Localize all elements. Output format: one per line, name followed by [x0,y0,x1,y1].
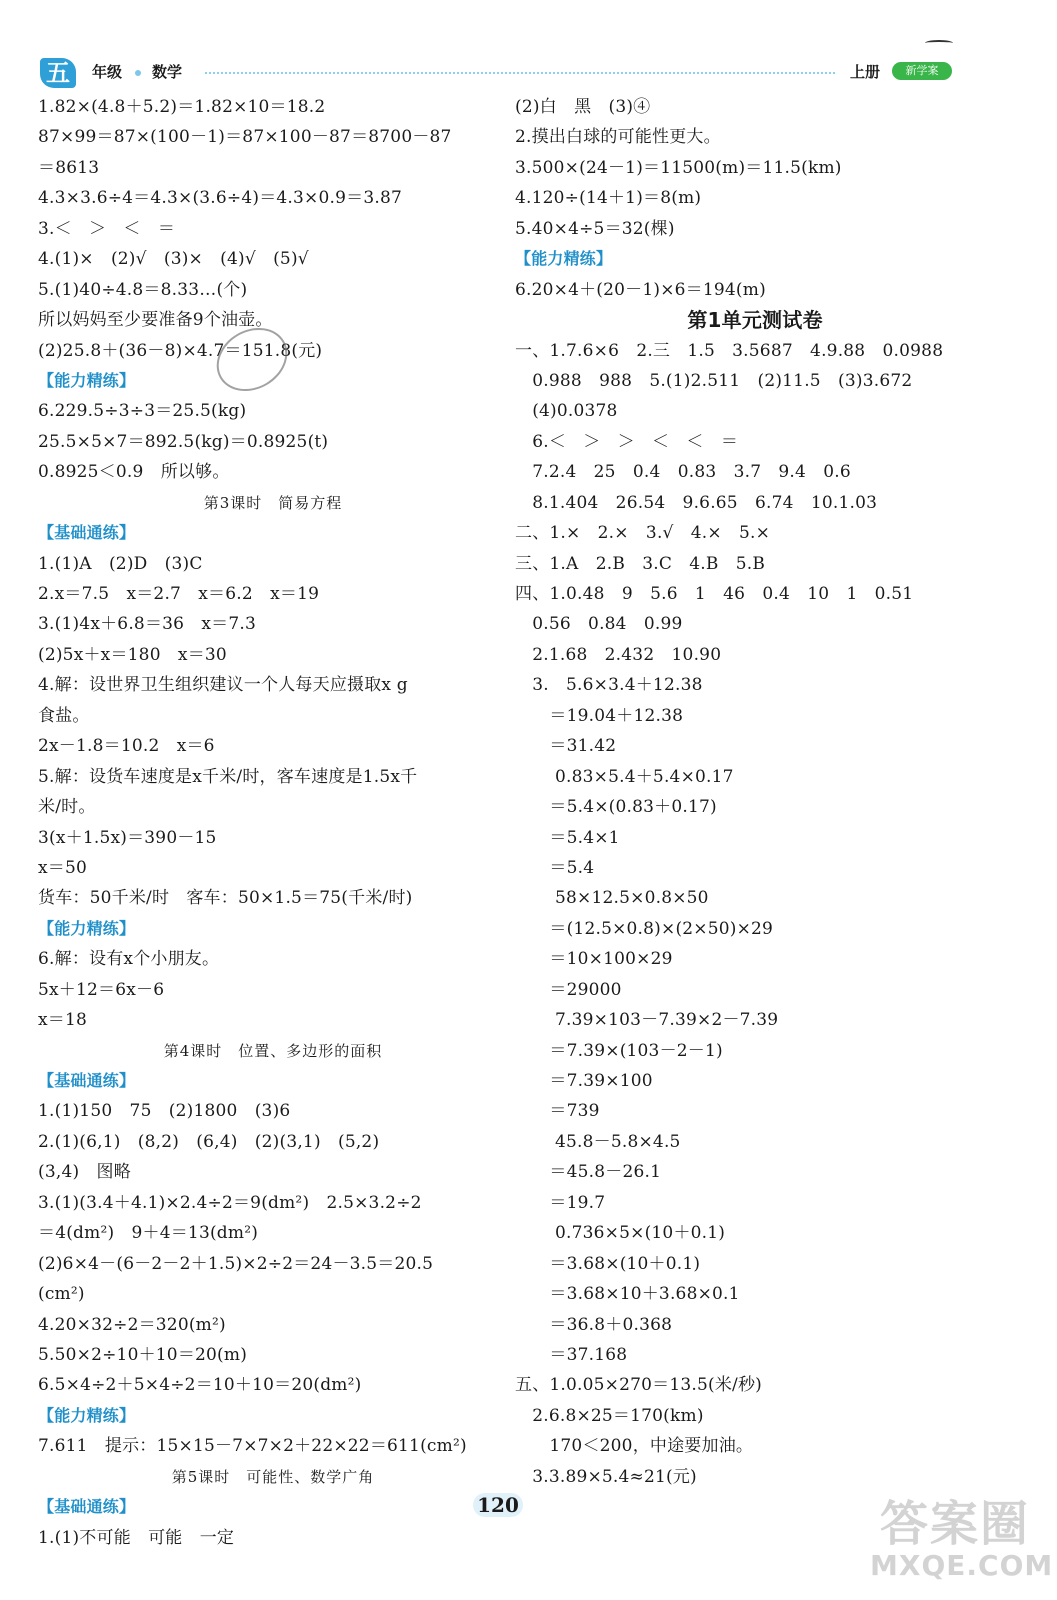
answer-line: ＝3.68×10＋3.68×0.1 [515,1284,740,1305]
answer-line: 三、1.A 2.B 3.C 4.B 5.B [515,553,766,574]
answer-line: 0.83×5.4＋5.4×0.17 [515,766,734,787]
answer-line: 0.988 988 5.(1)2.511 (2)11.5 (3)3.672 [515,370,913,391]
answer-line: 6.229.5÷3÷3＝25.5(kg) [38,401,247,422]
answer-line: 5.解：设货车速度是x千米/时，客车速度是1.5x千 [38,766,418,787]
answer-line: ＝19.04＋12.38 [515,705,684,726]
answer-line: 5.(1)40÷4.8＝8.33…(个) [38,279,248,300]
series-pill: 新学案 [892,62,952,80]
answer-line: ＝5.4×(0.83＋0.17) [515,797,717,818]
answer-line: (2)25.8＋(36－8)×4.7＝151.8(元) [38,340,323,361]
answer-line: ＝8613 [38,157,100,178]
right-column [515,92,995,1492]
answer-line: 2x－1.8＝10.2 x＝6 [38,736,215,757]
answer-line: 0.56 0.84 0.99 [515,614,683,635]
answer-line: x＝18 [38,1010,88,1031]
answer-line: 0.8925＜0.9 所以够。 [38,462,230,483]
answer-line: (3,4) 图略 [38,1162,131,1183]
answer-line: ＝739 [515,1101,600,1122]
answer-line: ＝7.39×100 [515,1071,653,1091]
answer-line: 4.3×3.6÷4＝4.3×(3.6÷4)＝4.3×0.9＝3.87 [38,188,402,209]
answer-line: x＝50 [38,857,88,878]
answer-line: ＝7.39×(103－2－1) [515,1040,723,1061]
answer-line: ＝5.4×1 [515,827,620,848]
left-column [38,92,508,1553]
answer-line: 4.20×32÷2＝320(m²) [38,1314,226,1335]
answer-line: 货车：50千米/时 客车：50×1.5＝75(千米/时) [38,888,413,909]
answer-line: 2.6.8×25＝170(km) [515,1405,704,1426]
answer-line: 2.1.68 2.432 10.90 [515,644,722,665]
answer-line: 5.50×2÷10＋10＝20(m) [38,1344,248,1365]
page-number: 120 [468,1490,528,1520]
answer-line: 3.(1)4x＋6.8＝36 x＝7.3 [38,614,256,635]
answer-line: 0.736×5×(10＋0.1) [515,1223,726,1244]
grade-label: 年级 [92,63,123,81]
section-heading: 【能力精练】 [38,1405,136,1425]
answer-line: ＝(12.5×0.8)×(2×50)×29 [515,918,774,939]
answer-line: ＝36.8＋0.368 [515,1314,673,1335]
section-heading: 【基础通练】 [38,523,136,543]
answer-line: 5x＋12＝6x－6 [38,979,165,1000]
watermark-url: MXQE.COM [870,1549,1054,1582]
answer-line: ＝10×100×29 [515,949,673,970]
answer-line: 2.(1)(6,1) (8,2) (6,4) (2)(3,1) (5,2) [38,1131,380,1152]
section-heading: 【基础通练】 [38,1071,136,1090]
answer-line: (4)0.0378 [515,401,618,422]
answer-line: 1.82×(4.8＋5.2)＝1.82×10＝18.2 [38,97,326,117]
answer-line: ＝37.168 [515,1344,628,1365]
answer-line: 3.500×(24－1)＝11500(m)＝11.5(km) [515,157,842,178]
answer-line: ＝3.68×(10＋0.1) [515,1253,701,1274]
answer-line: 87×99＝87×(100－1)＝87×100－87＝8700－87 [38,127,452,148]
answer-line: 3(x＋1.5x)＝390－15 [38,827,217,848]
answer-line: ＝31.42 [515,736,617,757]
section-heading: 【基础通练】 [38,1497,136,1517]
answer-line: 五、1.0.05×270＝13.5(米/秒) [515,1375,763,1396]
section-heading: 【能力精练】 [38,370,136,390]
section-heading: 【能力精练】 [38,918,136,938]
answer-line: (2)白 黑 (3)④ [515,97,651,117]
watermark [870,1485,1054,1595]
answer-line: 3.＜ ＞ ＜ ＝ [38,218,176,239]
answer-line: 3. 5.6×3.4＋12.38 [515,675,703,696]
answer-line: 3.(1)(3.4＋4.1)×2.4÷2＝9(dm²) 2.5×3.2÷2 [38,1192,422,1213]
answer-line: 所以妈妈至少要准备9个油壶。 [38,310,273,331]
answer-line: ＝19.7 [515,1192,606,1213]
answer-line: 45.8－5.8×4.5 [515,1131,681,1152]
answer-line: 4.(1)× (2)√ (3)× (4)√ (5)√ [38,249,309,270]
answer-line: 2.摸出白球的可能性更大。 [515,127,721,148]
answer-line: (2)6×4－(6－2－2＋1.5)×2÷2＝24－3.5＝20.5 [38,1253,434,1274]
answer-line: 1.(1)150 75 (2)1800 (3)6 [38,1101,291,1122]
answer-line: (2)5x＋x＝180 x＝30 [38,644,227,665]
volume-label: 上册 [850,63,881,81]
lesson-title: 第5课时 可能性、数学广角 [171,1467,375,1486]
answer-line: 1.(1)A (2)D (3)C [38,553,203,574]
answer-line: 7.39×103－7.39×2－7.39 [515,1010,779,1031]
header-rule [205,72,835,74]
answer-line: ＝29000 [515,979,622,1000]
answer-line: 25.5×5×7＝892.5(kg)＝0.8925(t) [38,431,329,452]
answer-line: 1.(1)不可能 可能 一定 [38,1527,235,1548]
answer-line: 一、1.7.6×6 2.三 1.5 3.5687 4.9.88 0.0988 [515,340,944,361]
answer-line: (cm²) [38,1284,85,1305]
answer-line: 2.x＝7.5 x＝2.7 x＝6.2 x＝19 [38,584,320,604]
separator-dot [135,70,141,76]
answer-line: ＝4(dm²) 9＋4＝13(dm²) [38,1223,259,1244]
lesson-title: 第3课时 简易方程 [203,493,343,512]
answer-line: 食盐。 [38,705,90,726]
answer-line: 6.20×4＋(20－1)×6＝194(m) [515,279,766,300]
answer-line: 米/时。 [38,797,96,818]
subject-label: 数学 [152,63,183,81]
lesson-title: 第4课时 位置、多边形的面积 [163,1041,383,1060]
answer-line: 7.611 提示：15×15－7×7×2＋22×22＝611(cm²) [38,1436,467,1457]
answer-line: 8.1.404 26.54 9.6.65 6.74 10.1.03 [515,492,878,513]
unit-title: 第1单元测试卷 [687,308,823,333]
answer-line: ＝5.4 [515,857,595,878]
answer-line: 4.解：设世界卫生组织建议一个人每天应摄取x g [38,675,408,696]
watermark-logo: 答案圈 [880,1496,1031,1552]
answer-line: 二、1.× 2.× 3.√ 4.× 5.× [515,523,771,544]
answer-line: 6.解：设有x个小朋友。 [38,949,220,970]
grade-badge: 五 [40,58,76,88]
page-header [0,0,1057,90]
answer-line: 4.120÷(14＋1)＝8(m) [515,188,702,209]
answer-line: 58×12.5×0.8×50 [515,888,709,909]
answer-line: 6.＜ ＞ ＞ ＜ ＜ ＝ [515,431,739,452]
answer-line: 170＜200，中途要加油。 [515,1436,754,1457]
section-heading: 【能力精练】 [515,249,613,269]
answer-line: 6.5×4÷2＋5×4÷2＝10＋10＝20(dm²) [38,1375,362,1396]
answer-line: 3.3.89×5.4≈21(元) [515,1466,697,1487]
answer-line: ＝45.8－26.1 [515,1162,662,1183]
answer-line: 7.2.4 25 0.4 0.83 3.7 9.4 0.6 [515,462,851,483]
answer-line: 四、1.0.48 9 5.6 1 46 0.4 10 1 0.51 [515,584,914,604]
corner-mark [925,40,953,46]
answer-line: 5.40×4÷5＝32(棵) [515,218,675,239]
